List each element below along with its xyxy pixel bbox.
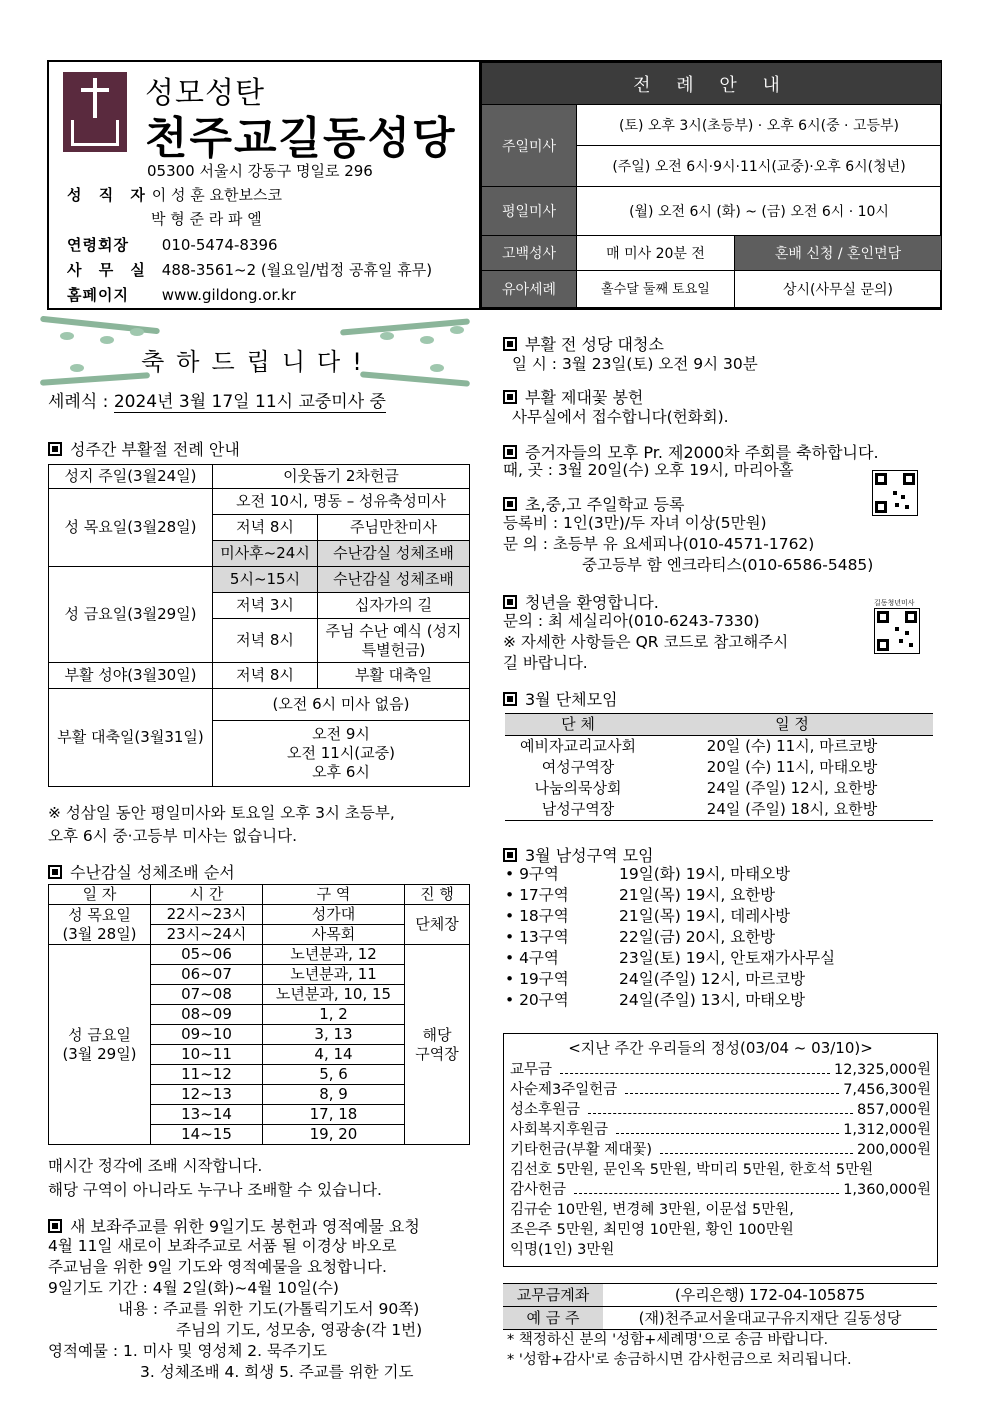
easter-vigil: 부활 성야(3월30일) xyxy=(49,663,213,689)
table-row: 20일 (수) 11시, 마르코방 xyxy=(706,737,878,755)
table-row: 여성구역장 xyxy=(541,758,615,776)
bullet-icon xyxy=(503,497,517,511)
account-number: (우리은행) 172-04-105875 xyxy=(674,1286,866,1304)
col-lead: 진 행 xyxy=(405,885,470,905)
homepage-link[interactable]: www.gildong.or.kr xyxy=(161,286,296,304)
list-item: • 19구역 xyxy=(505,970,569,988)
congrats-banner xyxy=(40,318,475,388)
list-item: 24일(주일) 12시, 마르코방 xyxy=(619,970,806,988)
offering-box xyxy=(503,1033,938,1267)
bishop-content-2: 주님의 기도, 성모송, 영광송(각 1번) xyxy=(176,1321,423,1339)
palm-note: 이웃돕기 2차헌금 xyxy=(213,465,470,489)
offering-label: 감사헌금 xyxy=(510,1182,567,1198)
holyweek-table xyxy=(48,464,470,787)
donors-1: 김선호 5만원, 문인옥 5만원, 박미리 5만원, 한호석 5만원 xyxy=(510,1162,874,1178)
list-item: 19일(화) 19시, 마태오방 xyxy=(619,865,791,883)
account-label: 교무금계좌 xyxy=(503,1284,603,1307)
offering-label: 사회복지후원금 xyxy=(510,1122,609,1138)
sunday-mass-2: (주일) 오전 6시·9시·11시(교중)·오후 6시(청년) xyxy=(577,146,942,187)
list-item: 23일(토) 19시, 안토재가사무실 xyxy=(619,949,836,967)
donors-3: 조은주 5만원, 최민영 10만원, 황인 100만원 xyxy=(510,1222,794,1238)
table-row: 22시~23시 xyxy=(151,905,263,925)
homepage-label: 홈페이지 xyxy=(67,286,129,304)
bank-note-1: * 책정하신 분의 '성함+세례명'으로 송금 바랍니다. xyxy=(507,1332,829,1348)
table-row: 17, 18 xyxy=(263,1105,405,1125)
list-item: 22일(금) 20시, 요한방 xyxy=(619,928,776,946)
list-item: • 18구역 xyxy=(505,907,569,925)
fri-cross-time: 저녁 3시 xyxy=(213,593,318,619)
thu-mass: 주님만찬미사 xyxy=(318,515,470,541)
table-row: 05~06 xyxy=(151,945,263,965)
offering-amount: 7,456,300원 xyxy=(843,1082,931,1098)
youth-contact: 문의 : 최 세실리아(010-6243-7330) xyxy=(503,612,760,630)
school-contact-1: 문 의 : 초등부 유 요세피나(010-4571-1762) xyxy=(503,535,815,553)
holder-label: 예 금 주 xyxy=(503,1307,603,1330)
congrats-title: 축하드립니다! xyxy=(141,348,374,376)
table-row: 1, 2 xyxy=(263,1005,405,1025)
youth-title: 청년을 환영합니다. xyxy=(525,593,659,612)
weekday-mass: (월) 오전 6시 (화) ~ (금) 오전 6시 · 10시 xyxy=(577,187,942,236)
holy-thursday: 성 목요일(3월28일) xyxy=(49,489,213,567)
clean-title: 부활 전 성당 대청소 xyxy=(525,335,664,354)
vigil-time: 저녁 8시 xyxy=(213,663,318,689)
bullet-icon xyxy=(48,442,62,456)
holyweek-title: 성주간 부활절 전례 안내 xyxy=(70,440,240,459)
table-row: 06~07 xyxy=(151,965,263,985)
table-row: 8, 9 xyxy=(263,1085,405,1105)
offering-label: 교무금 xyxy=(510,1062,553,1078)
thu-lead: 단체장 xyxy=(405,905,470,945)
table-row: 성가대 xyxy=(263,905,405,925)
table-row: 14~15 xyxy=(151,1125,263,1145)
thu-label: 성 목요일 xyxy=(68,905,131,924)
table-row: 노년분과, 11 xyxy=(263,965,405,985)
fri-lead-2: 구역장 xyxy=(415,1044,459,1063)
col-date: 일 자 xyxy=(49,885,151,905)
school-fee: 등록비 : 1인(3만)/두 자녀 이상(5만원) xyxy=(503,514,767,532)
church-logo xyxy=(63,72,127,152)
youth-note-1: ※ 자세한 사항들은 QR 코드로 참고해주시 xyxy=(503,633,789,651)
thu-adoration-time: 미사후~24시 xyxy=(213,541,318,567)
thu-adoration: 수난감실 성체조배 xyxy=(318,541,470,567)
president-phone: 010-5474-8396 xyxy=(161,236,278,254)
groups-title: 3월 단체모임 xyxy=(525,690,618,709)
clergy-2: 박 형 준 라 파 엘 xyxy=(151,210,262,228)
bishop-gift-2: 3. 성체조배 4. 희생 5. 주교를 위한 기도 xyxy=(140,1363,414,1381)
table-row: 12~13 xyxy=(151,1085,263,1105)
table-row: 24일 (주일) 18시, 요한방 xyxy=(706,800,878,818)
baptism-label: 유아세례 xyxy=(482,271,577,308)
list-item: 21일(목) 19시, 데레사방 xyxy=(619,907,791,925)
offering-label: 사순제3주일헌금 xyxy=(510,1082,618,1098)
easter-mass-2: 오전 11시(교중) xyxy=(286,744,395,762)
bullet-icon xyxy=(503,848,517,862)
masthead xyxy=(47,60,942,310)
sunday-mass-1: (토) 오후 3시(초등부) · 오후 6시(중 · 고등부) xyxy=(577,105,942,146)
col-time: 시 간 xyxy=(151,885,263,905)
table-row: 사목회 xyxy=(263,925,405,945)
qr-code-icon[interactable] xyxy=(872,470,918,516)
bank-info xyxy=(503,1283,937,1330)
qr-code-icon[interactable] xyxy=(874,608,920,654)
list-item: • 9구역 xyxy=(505,865,559,883)
adoration-note-1: 매시간 정각에 조배 시작합니다. xyxy=(48,1157,263,1175)
easter-mass-3: 오후 6시 xyxy=(312,763,370,781)
list-item: • 17구역 xyxy=(505,886,569,904)
bullet-icon xyxy=(503,595,517,609)
offering-amount: 200,000원 xyxy=(857,1142,931,1158)
fri-lead: 해당 xyxy=(422,1025,452,1044)
table-row: 나눔의묵상회 xyxy=(534,779,622,797)
bullet-icon xyxy=(503,390,517,404)
adoration-table xyxy=(48,884,470,1145)
fri-adoration-time: 5시~15시 xyxy=(213,567,318,593)
bullet-icon xyxy=(503,445,517,459)
fri-label: 성 금요일 xyxy=(68,1025,131,1044)
table-row: 07~08 xyxy=(151,985,263,1005)
thu-chrism: 오전 10시, 명동 – 성유축성미사 xyxy=(213,489,470,515)
qr-caption: 길동청년미사 xyxy=(874,599,915,607)
list-item: 24일(주일) 13시, 마태오방 xyxy=(619,991,806,1009)
table-row: 노년분과, 12 xyxy=(263,945,405,965)
fri-cross: 십자가의 길 xyxy=(318,593,470,619)
bishop-line-1: 4월 11일 새로이 보좌주교로 서품 될 이경상 바오로 xyxy=(48,1237,397,1255)
list-item: 21일(목) 19시, 요한방 xyxy=(619,886,776,904)
thu-date: (3월 28일) xyxy=(62,924,137,943)
table-row: 예비자교리교사회 xyxy=(520,737,636,755)
office-label: 사 무 실 xyxy=(67,261,151,279)
table-row: 08~09 xyxy=(151,1005,263,1025)
table-row: 남성구역장 xyxy=(541,800,615,818)
bullet-icon xyxy=(48,865,62,879)
liturgy-title: 전 례 안 내 xyxy=(482,63,942,105)
marriage-note: 혼배 신청 / 혼인면담 xyxy=(735,236,942,271)
weekday-mass-label: 평일미사 xyxy=(482,187,577,236)
offering-label: 기타헌금(부활 제대꽃) xyxy=(510,1142,652,1158)
table-row: 24일 (주일) 12시, 요한방 xyxy=(706,779,878,797)
table-row: 노년분과, 10, 15 xyxy=(263,985,405,1005)
offering-title: <지난 주간 우리들의 정성(03/04 ~ 03/10)> xyxy=(568,1039,873,1057)
donors-4: 익명(1인) 3만원 xyxy=(510,1242,615,1258)
adoration-title: 수난감실 성체조배 순서 xyxy=(70,863,235,882)
holyweek-note-1: ※ 성삼일 동안 평일미사와 토요일 오후 3시 초등부, xyxy=(48,804,395,822)
col-area: 구 역 xyxy=(263,885,405,905)
list-item: • 4구역 xyxy=(505,949,559,967)
pr-text: 때, 곳 : 3월 20일(수) 오후 19시, 마리아홀 xyxy=(503,461,794,479)
bishop-content-1: 내용 : 주교를 위한 기도(가톨릭기도서 90쪽) xyxy=(118,1300,420,1318)
col-group: 단 체 xyxy=(561,715,595,733)
offering-amount: 1,312,000원 xyxy=(843,1122,931,1138)
parish-name: 천주교길동성당 xyxy=(145,113,457,164)
confession-time: 매 미사 20분 전 xyxy=(577,236,735,271)
liturgy-guide xyxy=(481,62,942,308)
table-row: 19, 20 xyxy=(263,1125,405,1145)
men-title: 3월 남성구역 모임 xyxy=(525,846,654,865)
table-row: 11~12 xyxy=(151,1065,263,1085)
palm-sunday: 성지 주일(3월24일) xyxy=(49,465,213,489)
table-row: 3, 13 xyxy=(263,1025,405,1045)
bullet-icon xyxy=(503,692,517,706)
youth-note-2: 길 바랍니다. xyxy=(503,654,588,672)
president-label: 연령회장 xyxy=(67,236,129,254)
easter-sunday: 부활 대축일(3월31일) xyxy=(49,689,213,787)
col-schedule: 일 정 xyxy=(775,715,809,733)
thu-time: 저녁 8시 xyxy=(213,515,318,541)
bullet-icon xyxy=(503,337,517,351)
fri-passion-time: 저녁 8시 xyxy=(213,619,318,663)
table-row: 09~10 xyxy=(151,1025,263,1045)
flower-title: 부활 제대꽃 봉헌 xyxy=(525,388,644,407)
groups-table xyxy=(505,713,933,821)
clergy-label: 성 직 자 xyxy=(67,186,151,204)
holder-name: (재)천주교서울대교구유지재단 길동성당 xyxy=(638,1309,902,1327)
easter-mass-1: 오전 9시 xyxy=(312,725,370,743)
table-row: 13~14 xyxy=(151,1105,263,1125)
bank-note-2: * '성함+감사'로 송금하시면 감사헌금으로 처리됩니다. xyxy=(507,1352,852,1368)
baptism-when: 홀수달 둘째 토요일 xyxy=(577,271,735,308)
offering-amount: 1,360,000원 xyxy=(843,1182,931,1198)
list-item: • 13구역 xyxy=(505,928,569,946)
list-item: • 20구역 xyxy=(505,991,569,1009)
fri-date: (3월 29일) xyxy=(62,1044,137,1063)
pr-title: 증거자들의 모후 Pr. 제2000차 주회를 축하합니다. xyxy=(525,443,879,462)
confession-label: 고백성사 xyxy=(482,236,577,271)
address: 05300 서울시 강동구 명일로 296 xyxy=(147,162,373,180)
baptism-ceremony-date: 2024년 3월 17일 11시 교중미사 중 xyxy=(113,392,386,412)
holyweek-note-2: 오후 6시 중·고등부 미사는 없습니다. xyxy=(48,827,298,845)
table-row: 5, 6 xyxy=(263,1065,405,1085)
good-friday: 성 금요일(3월29일) xyxy=(49,567,213,663)
fri-passion: 주님 수난 예식 (성지 특별헌금) xyxy=(318,619,470,663)
table-row: 23시~24시 xyxy=(151,925,263,945)
offering-label: 성소후원금 xyxy=(510,1102,581,1118)
bishop-gift-1: 영적예물 : 1. 미사 및 영성체 2. 묵주기도 xyxy=(48,1342,327,1360)
table-row: 4, 14 xyxy=(263,1045,405,1065)
school-title: 초,중,고 주일학교 등록 xyxy=(525,495,685,514)
fri-adoration: 수난감실 성체조배 xyxy=(318,567,470,593)
sunday-mass-label: 주일미사 xyxy=(482,105,577,187)
bullet-icon xyxy=(48,1219,62,1233)
adoration-note-2: 해당 구역이 아니라도 누구나 조배할 수 있습니다. xyxy=(48,1181,382,1199)
vigil-mass: 부활 대축일 xyxy=(318,663,470,689)
parish-info xyxy=(49,62,481,308)
bishop-line-2: 주교님을 위한 9일 기도와 영적예물을 요청합니다. xyxy=(48,1258,387,1276)
offering-amount: 12,325,000원 xyxy=(833,1062,931,1078)
office-phone: 488-3561~2 (월요일/법정 공휴일 휴무) xyxy=(161,261,433,279)
offering-amount: 857,000원 xyxy=(857,1102,931,1118)
clergy-1: 이 성 훈 요한보스코 xyxy=(151,186,283,204)
table-row: 20일 (수) 11시, 마태오방 xyxy=(706,758,878,776)
clean-text: 일 시 : 3월 23일(토) 오전 9시 30분 xyxy=(512,355,758,373)
bishop-period: 9일기도 기간 : 4월 2일(화)~4월 10일(수) xyxy=(48,1279,339,1297)
baptism-ceremony-label: 세례식 : xyxy=(48,392,109,412)
donors-2: 김규순 10만원, 변경혜 3만원, 이문섭 5만원, xyxy=(510,1202,794,1218)
bishop-title: 새 보좌주교를 위한 9일기도 봉헌과 영적예물 요청 xyxy=(70,1217,420,1236)
parish-subtitle: 성모성탄 xyxy=(145,76,265,111)
easter-no-mass: (오전 6시 미사 없음) xyxy=(213,689,470,721)
school-contact-2: 중고등부 함 엔크라티스(010-6586-5485) xyxy=(582,556,874,574)
baptism-note: 상시(사무실 문의) xyxy=(735,271,942,308)
flower-text: 사무실에서 접수합니다(헌화회). xyxy=(512,408,729,426)
table-row: 10~11 xyxy=(151,1045,263,1065)
